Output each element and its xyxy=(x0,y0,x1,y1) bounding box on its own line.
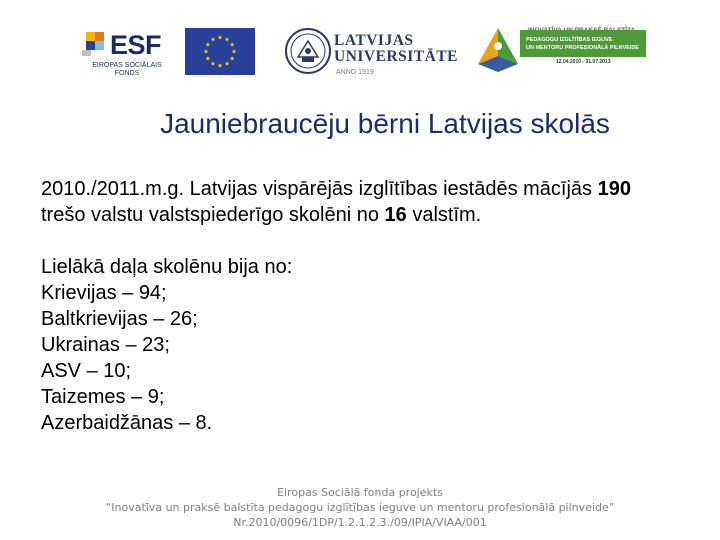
project-mark-icon xyxy=(474,24,522,76)
country-list xyxy=(41,280,661,436)
list-item: Krievijas – 94; xyxy=(41,282,167,304)
list-heading: Lielākā daļa skolēnu bija no: xyxy=(41,256,293,278)
project-title-line2: PEDAGOGU IZGLĪTĪBAS IEGUVE xyxy=(526,37,613,43)
esf-wordmark: ESF xyxy=(110,30,162,60)
esf-logo xyxy=(78,28,170,84)
project-dates: 12.04.2010 - 31.07.2013 xyxy=(556,59,611,65)
eu-flag-icon xyxy=(185,28,255,75)
esf-mark-icon xyxy=(82,30,110,58)
esf-subtitle-line2: FONDS xyxy=(114,70,140,77)
intro-paragraph xyxy=(41,176,661,228)
list-item: Ukrainas – 23; xyxy=(41,334,170,356)
university-year: ANNO 1919 xyxy=(336,69,374,76)
list-item: ASV – 10; xyxy=(41,360,132,382)
university-name xyxy=(334,33,458,65)
project-banner xyxy=(520,30,646,57)
project-title-line3: UN MENTORU PROFESIONĀLĀ PILNVEIDE xyxy=(526,45,639,51)
country-count: 16 xyxy=(384,204,407,226)
slide-title: Jauniebraucēju bērni Latvijas skolās xyxy=(160,108,610,139)
slide-body xyxy=(41,176,661,436)
list-item: Azerbaidžānas – 8. xyxy=(41,412,213,434)
university-name-line1: LATVIJAS xyxy=(334,32,414,49)
intro-text-2: trešo valstu valstspiederīgo skolēni no xyxy=(41,204,385,226)
footer-line1: Eiropas Sociālā fonda projekts xyxy=(277,486,443,499)
footer-line3: Nr.2010/0096/1DP/1.2.1.2.3./09/IPIA/VIAA/001 xyxy=(233,516,487,529)
logo-bar xyxy=(0,22,720,84)
intro-text-3: valstīm. xyxy=(406,204,482,226)
project-logo xyxy=(474,24,649,86)
university-name-line2: UNIVERSITĀTE xyxy=(334,48,459,65)
list-item: Baltkrievijas – 26; xyxy=(41,308,198,330)
university-logo xyxy=(284,27,459,83)
student-count: 190 xyxy=(597,178,631,200)
slide-footer xyxy=(0,485,720,530)
intro-text-1: 2010./2011.m.g. Latvijas vispārējās izglītības iestādēs mācījās xyxy=(41,178,598,200)
esf-subtitle-line1: EIROPAS SOCIĀLAIS xyxy=(92,62,162,69)
esf-subtitle xyxy=(82,62,172,78)
footer-line2: “Inovatīva un praksē balstīta pedagogu izglītības ieguve un mentoru profesionālā pilnveide” xyxy=(105,501,615,514)
university-seal-icon xyxy=(284,27,332,75)
list-item: Taizemes – 9; xyxy=(41,386,165,408)
